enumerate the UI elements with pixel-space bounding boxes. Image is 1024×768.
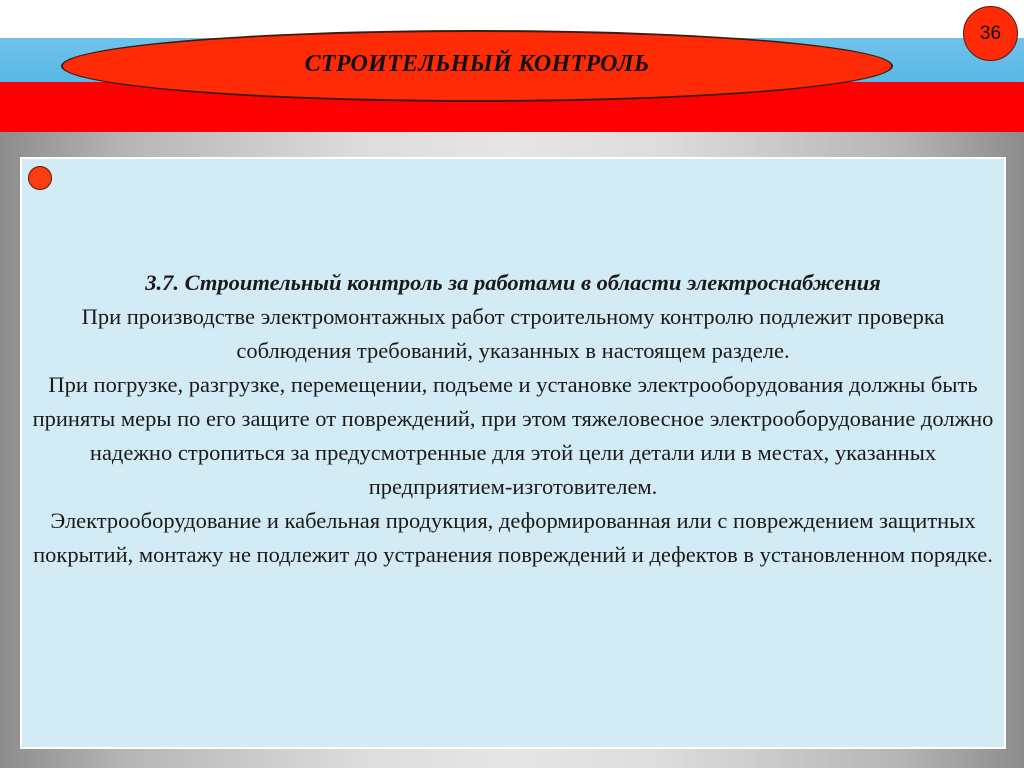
bullet-dot-icon — [28, 166, 52, 190]
slide-title: СТРОИТЕЛЬНЫЙ КОНТРОЛЬ — [304, 50, 650, 77]
paragraph-2: При погрузке, разгрузке, перемещении, подъеме и установке электрооборудования должны быть приняты меры по его защите от повреждений, при этом тяжеловесное электрооборудование должно надежно стропиться за предусмотренные для этой цели детали или в местах, указанных предприятием-изготовителем. — [32, 372, 994, 499]
paragraph-1: При производстве электромонтажных работ строительному контролю подлежит проверка соблюдения требований, указанных в настоящем разделе. — [81, 304, 945, 363]
paragraph-3: Электрооборудование и кабельная продукция, деформированная или с повреждением защитных покрытий, монтажу не подлежит до устранения повреждений и дефектов в установленном порядке. — [33, 508, 993, 567]
content-panel — [20, 157, 1006, 749]
page-number: 36 — [979, 22, 1002, 44]
text-block — [28, 266, 998, 572]
section-heading: 3.7. Строительный контроль за работами в области электроснабжения — [145, 270, 881, 295]
title-oval — [61, 30, 893, 102]
page-number-badge — [963, 6, 1018, 61]
